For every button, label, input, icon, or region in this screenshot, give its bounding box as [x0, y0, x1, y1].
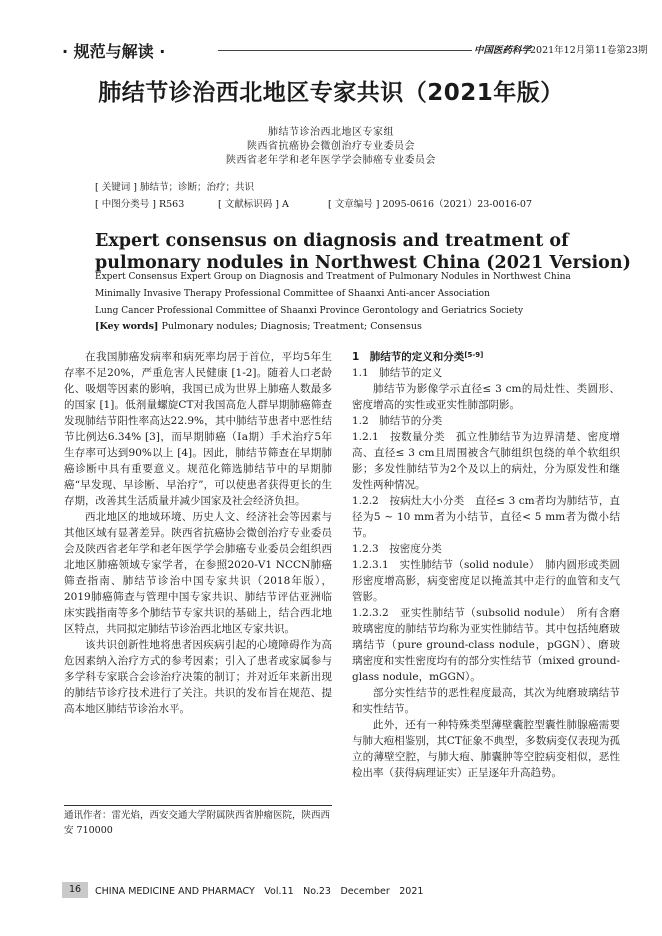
- section-1-1-text: 肺结节为影像学示直径≤ 3 cm的局灶性、类圆形、密度增高的实性或亚实性肺部阴影。: [352, 383, 620, 411]
- author-line-1: 肺结节诊治西北地区专家组: [268, 127, 394, 138]
- header-rule: [218, 50, 472, 51]
- page-title: 肺结节诊治西北地区专家共识（2021年版）: [98, 80, 564, 106]
- section-1-2-3-2-text: 所有含磨玻璃密度的肺结节均称为亚实性肺结节。其中包括纯磨玻璃结节（pure ground-class nodule，pGGN）、磨玻璃密度和实性密度均有的部分实性结节（mixed ground-glass nodule，mGGN）。: [352, 607, 621, 683]
- title-en: Expert consensus on diagnosis and treatment of pulmonary nodules in Northwest China (2021 Version): [95, 231, 631, 273]
- page-number: 16: [62, 882, 88, 898]
- left-column: [64, 349, 332, 717]
- footnote-rule: [64, 805, 332, 806]
- section-1-2-3-1-paragraph: [352, 557, 620, 605]
- clc-number: [ 中图分类号 ] R563: [95, 199, 185, 210]
- author-en-1: Expert Consensus Expert Group on Diagnosis and Treatment of Pulmonary Nodules in Northwest China: [95, 272, 571, 282]
- section-1-heading: [352, 349, 620, 365]
- author-line-3: 陕西省老年学和老年医学学会肺癌专业委员会: [226, 155, 436, 166]
- author-en-2: Minimally Invasive Therapy Professional Committee of Shaanxi Anti-ancer Association: [95, 289, 490, 299]
- corresponding-author-note: 通讯作者：雷光焰，西安交通大学附属陕西省肿瘤医院，陕西西安 710000: [64, 810, 331, 836]
- journal-name: 中国医药科学: [474, 45, 532, 56]
- keywords-en-text: Pulmonary nodules; Diagnosis; Treatment; Consensus: [158, 321, 422, 332]
- keywords-en: [95, 321, 422, 332]
- intro-paragraph-2: 西北地区的地域环境、历史人文、经济社会等因素与其他区域有显著差异。陕西省抗癌协会微创治疗专业委员会及陕西省老年学和老年医学学会肺癌专业委员会组织西北地区肺癌领域专家学者，在参照2020-V1 NCCN肺癌筛查指南、肺结节诊治中国专家共识（2018年版），2019肺癌筛查与管理中国专家共识、肺结节评估亚洲临床实践指南等多个肺结节专家共识的基础上，结合西北地区特点，共同拟定肺结节诊治西北地区专家共识。: [64, 511, 332, 635]
- section-1-2-2-heading: 1.2.2 按病灶大小分类: [352, 495, 475, 507]
- issue-info: 2021年12月第11卷第23期: [530, 45, 648, 56]
- keywords-en-label: [Key words]: [95, 321, 159, 332]
- keywords-cn: [ 关键词 ] 肺结节；诊断；治疗；共识: [95, 182, 254, 193]
- section-1-citation: [5-9]: [464, 351, 484, 359]
- footer-journal-info: CHINA MEDICINE AND PHARMACY Vol.11 No.23 December 2021: [95, 886, 424, 897]
- section-1-1-heading: 1.1 肺结节的定义: [352, 367, 443, 379]
- intro-paragraph-1: 在我国肺癌发病率和病死率均居于首位，平均5年生存率不足20%，严重危害人民健康 [1-2]。随着人口老龄化、吸烟等因素的影响，我国已成为世界上肺癌人数最多的国家 [1]。低剂量螺旋CT对我国高危人群早期肺癌筛查发现肺结节阳性率高达22.9%，其中肺结节患者中恶性结节比例达6.34% [3]，而早期肺癌（Ⅰa期）手术治疗5年生存率可达到90%以上 [4]。因此，肺结节筛查在早期肺癌诊断中具有重要意义。规范化筛选肺结节中的早期肺癌“早发现、早诊断、早治疗”，可以使患者获得更长的生存期，改善其生活质量并减少国家及社会经济负担。: [64, 351, 332, 507]
- section-1-2-3-1-text: 肺内圆形或类圆形密度增高影，病变密度足以掩盖其中走行的血管和支气管影。: [352, 559, 620, 603]
- section-label: · 规范与解读 ·: [62, 42, 166, 61]
- section-1-2-2-text: 直径≤ 3 cm者均为肺结节，直径为5 ~ 10 mm者为小结节，直径< 5 mm者为微小结节。: [352, 495, 620, 539]
- article-number: [ 文章编号 ] 2095-0616（2021）23-0016-07: [328, 199, 532, 210]
- section-1-2-1-paragraph: [352, 429, 620, 493]
- author-en-3: Lung Cancer Professional Committee of Shaanxi Province Gerontology and Geriatrics Society: [95, 306, 524, 316]
- right-column: [352, 349, 620, 781]
- section-1-2-3-heading: 1.2.3 按密度分类: [352, 543, 442, 555]
- section-1-2-3-2-heading: 1.2.3.2 亚实性肺结节（subsolid nodule）: [352, 607, 566, 619]
- section-1-2-2-paragraph: [352, 493, 620, 541]
- section-1-2-1-text: 孤立性肺结节为边界清楚、密度增高、直径≤ 3 cm且周围被含气肺组织包绕的单个软组织影；多发性肺结节为2个及以上的病灶，分为原发性和继发性两种情况。: [352, 431, 621, 491]
- section-1-title: 1 肺结节的定义和分类: [352, 351, 465, 363]
- section-1-2-heading: 1.2 肺结节的分类: [352, 415, 443, 427]
- author-line-2: 陕西省抗癌协会微创治疗专业委员会: [247, 141, 415, 152]
- malignancy-paragraph: 部分实性结节的恶性程度最高，其次为纯磨玻璃结节和实性结节。: [352, 687, 620, 715]
- section-1-2-1-heading: 1.2.1 按数量分类: [352, 431, 456, 443]
- section-1-2-3-1-heading: 1.2.3.1 实性肺结节（solid nodule）: [352, 559, 535, 571]
- doc-code: [ 文献标识码 ] A: [218, 199, 289, 210]
- cystic-paragraph: 此外，还有一种特殊类型薄壁囊腔型囊性肺腺癌需要与肺大疱相鉴别，其CT征象不典型，多数病变仅表现为孤立的薄壁空腔，与肺大疱、肺囊肿等空腔病变相似，恶性检出率（获得病理证实）正呈逐年升高趋势。: [352, 719, 620, 779]
- section-1-2-3-2-paragraph: [352, 605, 620, 685]
- intro-paragraph-3: 该共识创新性地将患者因疾病引起的心境障碍作为高危因素纳入治疗方式的参考因素；引入了患者或家属参与多学科专家联合会诊治疗决策的制订；并对近年来新出现的肺结节诊疗技术进行了关注。共识的发布旨在规范、提高本地区肺结节诊治水平。: [64, 639, 332, 715]
